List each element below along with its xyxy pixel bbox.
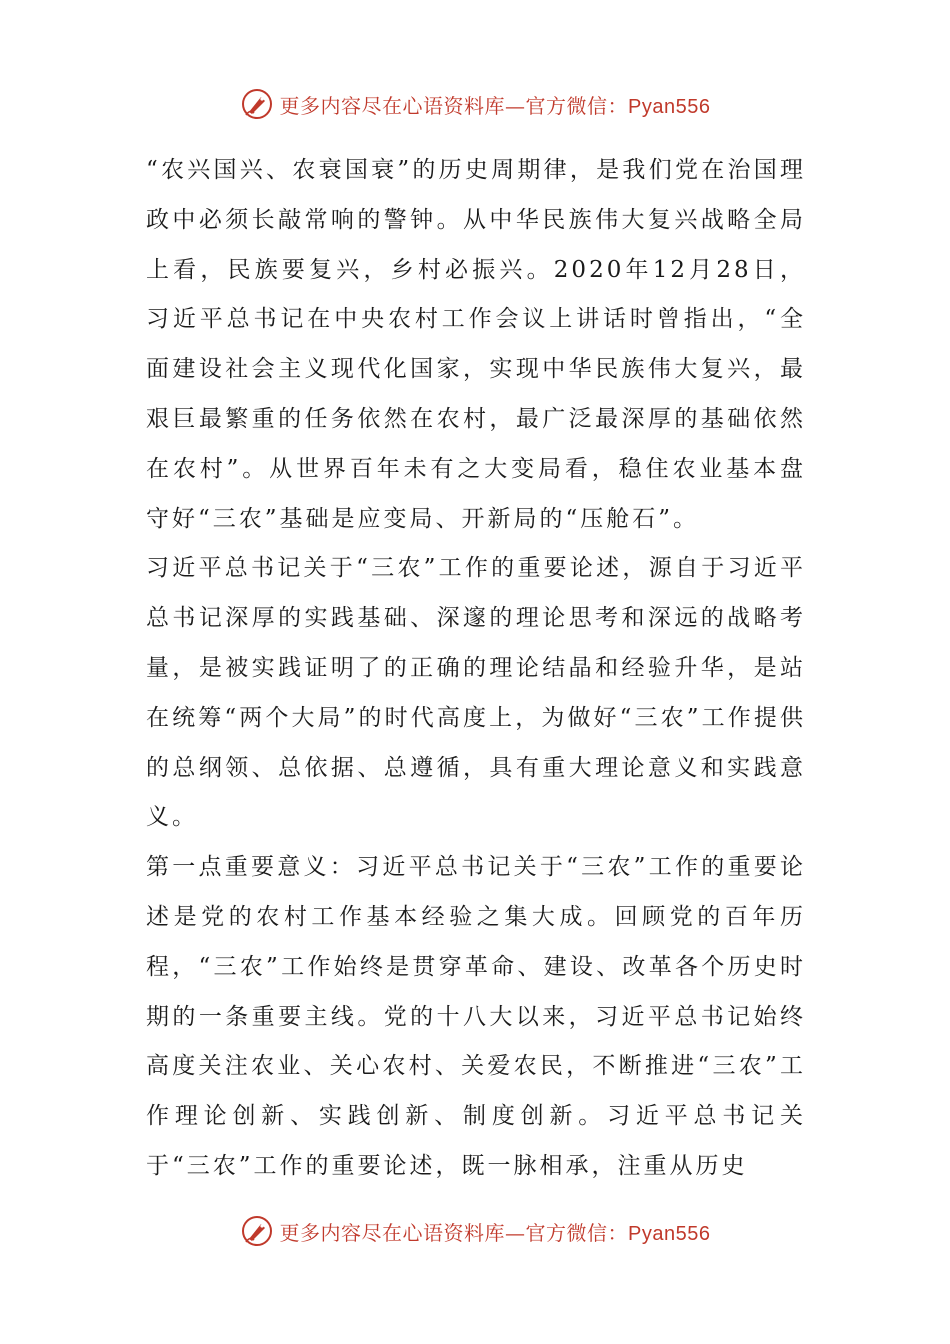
document-body — [146, 146, 806, 1192]
wechat-id: Pyan556 — [628, 95, 711, 118]
header-banner-text: 更多内容尽在心语资料库—官方微信：Pyan556 — [279, 93, 711, 118]
pen-nib-logo-icon — [240, 87, 274, 121]
footer-banner-text: 更多内容尽在心语资料库—官方微信：Pyan556 — [279, 1220, 711, 1245]
footer-banner — [0, 1211, 950, 1251]
body-paragraph: 第一点重要意义：习近平总书记关于“三农”工作的重要论述是党的农村工作基本经验之集大成。回顾党的百年历程，“三农”工作始终是贯穿革命、建设、改革各个历史时期的一条重要主线。党的十八大以来，习近平总书记始终高度关注农业、关心农村、关爱农民，不断推进“三农”工作理论创新、实践创新、制度创新。习近平总书记关于“三农”工作的重要论述，既一脉相承，注重从历史 — [146, 854, 806, 1179]
header-banner — [0, 84, 950, 124]
pen-nib-logo-icon — [240, 1214, 274, 1248]
body-paragraph: “农兴国兴、农衰国衰”的历史周期律，是我们党在治国理政中必须长敲常响的警钟。从中华民族伟大复兴战略全局上看，民族要复兴，乡村必振兴。2020年12月28日，习近平总书记在中央农村工作会议上讲话时曾指出，“全面建设社会主义现代化国家，实现中华民族伟大复兴，最艰巨最繁重的任务依然在农村，最广泛最深厚的基础依然在农村”。从世界百年未有之大变局看，稳住农业基本盘守好“三农”基础是应变局、开新局的“压舱石”。 — [146, 157, 806, 532]
body-paragraph: 习近平总书记关于“三农”工作的重要论述，源自于习近平总书记深厚的实践基础、深邃的理论思考和深远的战略考量，是被实践证明了的正确的理论结晶和经验升华，是站在统筹“两个大局”的时代高度上，为做好“三农”工作提供的总纲领、总依据、总遵循，具有重大理论意义和实践意义。 — [146, 555, 806, 831]
wechat-id: Pyan556 — [628, 1222, 711, 1245]
